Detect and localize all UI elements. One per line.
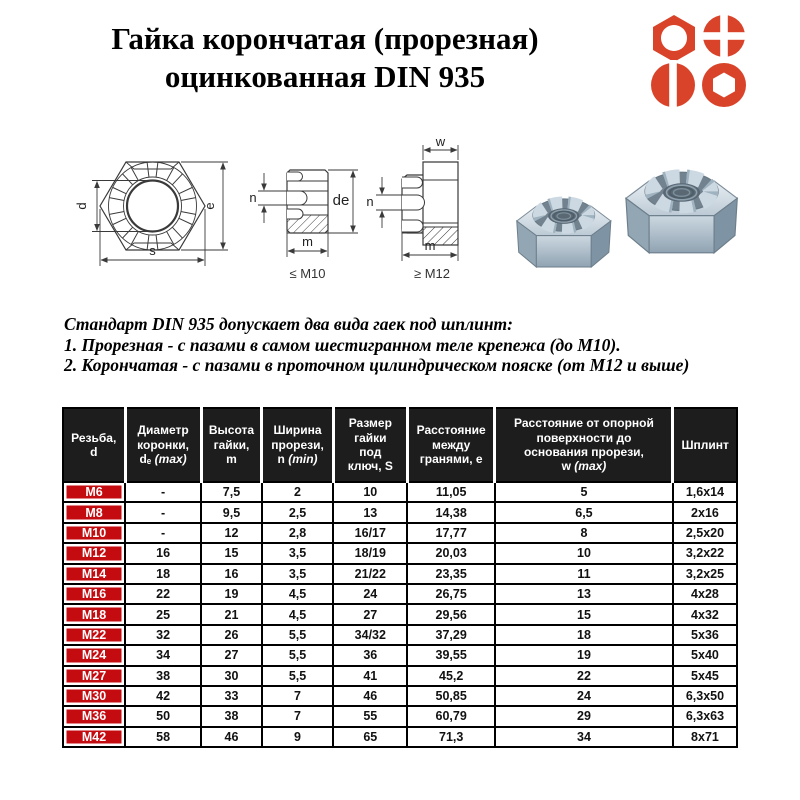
value-cell: 42	[125, 686, 201, 706]
thread-size-cell: М27	[63, 666, 125, 686]
value-cell: 65	[333, 727, 407, 747]
dim-label-m-large: m	[424, 238, 436, 253]
value-cell: 5	[495, 482, 673, 502]
castellation-slots	[109, 162, 195, 249]
column-header: Резьба, d	[63, 408, 125, 482]
value-cell: 8x71	[673, 727, 737, 747]
thread-size-cell: М42	[63, 727, 125, 747]
thread-size-cell: М36	[63, 706, 125, 726]
thread-size-cell: М14	[63, 564, 125, 584]
side-view-small-drawing	[287, 170, 328, 233]
value-cell: 34	[125, 645, 201, 665]
value-cell: 50,85	[407, 686, 495, 706]
table-row	[63, 543, 737, 563]
value-cell: -	[125, 502, 201, 522]
value-cell: 39,55	[407, 645, 495, 665]
table-row	[63, 584, 737, 604]
value-cell: 18	[495, 625, 673, 645]
page-title-line1: Гайка корончатая (прорезная)	[111, 21, 539, 56]
value-cell: 5,5	[262, 666, 333, 686]
thread-size-cell: М24	[63, 645, 125, 665]
value-cell: 32	[125, 625, 201, 645]
value-cell: 20,03	[407, 543, 495, 563]
column-header: Расстояние между гранями, e	[407, 408, 495, 482]
value-cell: 5,5	[262, 625, 333, 645]
value-cell: 4,5	[262, 584, 333, 604]
table-row	[63, 482, 737, 502]
value-cell: 15	[201, 543, 262, 563]
value-cell: 1,6x14	[673, 482, 737, 502]
table-row	[63, 666, 737, 686]
table-row	[63, 686, 737, 706]
value-cell: 26	[201, 625, 262, 645]
value-cell: 2	[262, 482, 333, 502]
value-cell: 6,5	[495, 502, 673, 522]
thread-size-cell: М22	[63, 625, 125, 645]
value-cell: 5x45	[673, 666, 737, 686]
value-cell: 18	[125, 564, 201, 584]
table-row	[63, 706, 737, 726]
value-cell: 15	[495, 604, 673, 624]
column-header: Размер гайки под ключ, S	[333, 408, 407, 482]
intro-line-2: 1. Прорезная - с пазами в самом шестигранном теле крепежа (до М10).	[64, 334, 621, 355]
column-header: Высота гайки, m	[201, 408, 262, 482]
value-cell: 26,75	[407, 584, 495, 604]
value-cell: 24	[333, 584, 407, 604]
table-body	[63, 482, 737, 747]
thread-size-cell: М12	[63, 543, 125, 563]
column-header: Расстояние от опорной поверхности до основания прорези, w (max)	[495, 408, 673, 482]
value-cell: 3,5	[262, 543, 333, 563]
value-cell: 16	[201, 564, 262, 584]
value-cell: 9,5	[201, 502, 262, 522]
intro-line-3: 2. Корончатая - с пазами в проточном цилиндрическом пояске (от М12 и выше)	[64, 355, 690, 375]
value-cell: 46	[201, 727, 262, 747]
fastener-logo-icon	[648, 14, 748, 108]
value-cell: 3,2x25	[673, 564, 737, 584]
caption-large-nut: ≥ М12	[413, 266, 451, 281]
value-cell: 37,29	[407, 625, 495, 645]
value-cell: 4,5	[262, 604, 333, 624]
table-row	[63, 645, 737, 665]
value-cell: 27	[333, 604, 407, 624]
intro-line-1: Стандарт DIN 935 допускает два вида гаек под шплинт:	[64, 314, 514, 334]
value-cell: 13	[495, 584, 673, 604]
dim-label-m-small: m	[302, 234, 313, 249]
value-cell: 3,2x22	[673, 543, 737, 563]
value-cell: 12	[201, 523, 262, 543]
table-row	[63, 502, 737, 522]
value-cell: 2,5x20	[673, 523, 737, 543]
value-cell: 16	[125, 543, 201, 563]
value-cell: 17,77	[407, 523, 495, 543]
table-row	[63, 604, 737, 624]
value-cell: 30	[201, 666, 262, 686]
value-cell: 7	[262, 706, 333, 726]
dim-label-de: de	[332, 192, 350, 209]
value-cell: 22	[125, 584, 201, 604]
value-cell: 10	[495, 543, 673, 563]
value-cell: -	[125, 482, 201, 502]
thread-size-cell: М30	[63, 686, 125, 706]
value-cell: 5,5	[262, 645, 333, 665]
value-cell: 8	[495, 523, 673, 543]
thread-size-cell: М16	[63, 584, 125, 604]
value-cell: 23,35	[407, 564, 495, 584]
thread-size-cell: М10	[63, 523, 125, 543]
din935-technical-drawing	[60, 135, 480, 295]
value-cell: 19	[495, 645, 673, 665]
value-cell: 2,8	[262, 523, 333, 543]
value-cell: 7,5	[201, 482, 262, 502]
value-cell: 34	[495, 727, 673, 747]
value-cell: 60,79	[407, 706, 495, 726]
intro-text	[64, 314, 764, 376]
value-cell: 19	[201, 584, 262, 604]
table-row	[63, 727, 737, 747]
value-cell: 29	[495, 706, 673, 726]
value-cell: 21	[201, 604, 262, 624]
value-cell: 5x40	[673, 645, 737, 665]
din935-spec-table	[62, 407, 738, 748]
value-cell: 14,38	[407, 502, 495, 522]
value-cell: 25	[125, 604, 201, 624]
side-view-large-drawing	[402, 162, 458, 245]
value-cell: 38	[125, 666, 201, 686]
value-cell: 34/32	[333, 625, 407, 645]
thread-size-cell: М8	[63, 502, 125, 522]
table-header-row	[63, 408, 737, 482]
dim-label-w: w	[435, 135, 446, 149]
nut-photo-small	[517, 199, 611, 267]
nut-photo-large	[626, 172, 737, 253]
value-cell: 22	[495, 666, 673, 686]
value-cell: 38	[201, 706, 262, 726]
column-header: Шплинт	[673, 408, 737, 482]
value-cell: 4x28	[673, 584, 737, 604]
value-cell: 46	[333, 686, 407, 706]
thread-size-cell: М6	[63, 482, 125, 502]
table-row	[63, 564, 737, 584]
value-cell: 58	[125, 727, 201, 747]
dim-label-s: s	[149, 243, 156, 258]
value-cell: 6,3x63	[673, 706, 737, 726]
page-header	[25, 20, 625, 96]
castle-nut-photos	[498, 136, 750, 298]
value-cell: 36	[333, 645, 407, 665]
thread-size-cell: М18	[63, 604, 125, 624]
value-cell: 13	[333, 502, 407, 522]
top-view-drawing	[100, 162, 205, 250]
dim-label-e: e	[202, 202, 217, 210]
table-row	[63, 523, 737, 543]
value-cell: 27	[201, 645, 262, 665]
value-cell: 33	[201, 686, 262, 706]
value-cell: 16/17	[333, 523, 407, 543]
page-title-line2: оцинкованная DIN 935	[164, 59, 486, 94]
value-cell: 45,2	[407, 666, 495, 686]
value-cell: 41	[333, 666, 407, 686]
value-cell: 21/22	[333, 564, 407, 584]
dim-label-d: d	[74, 202, 89, 210]
dim-label-n-large: n	[366, 194, 374, 209]
value-cell: 10	[333, 482, 407, 502]
value-cell: 55	[333, 706, 407, 726]
value-cell: 7	[262, 686, 333, 706]
value-cell: 71,3	[407, 727, 495, 747]
hex-nut-icon	[653, 15, 695, 62]
value-cell: 3,5	[262, 564, 333, 584]
value-cell: 24	[495, 686, 673, 706]
value-cell: 9	[262, 727, 333, 747]
value-cell: 50	[125, 706, 201, 726]
value-cell: 2x16	[673, 502, 737, 522]
dim-label-n-small: n	[249, 190, 257, 205]
value-cell: 11,05	[407, 482, 495, 502]
caption-small-nut: ≤ М10	[289, 266, 326, 281]
column-header: Диаметр коронки, dₑ (max)	[125, 408, 201, 482]
value-cell: 2,5	[262, 502, 333, 522]
value-cell: 11	[495, 564, 673, 584]
value-cell: 6,3x50	[673, 686, 737, 706]
value-cell: -	[125, 523, 201, 543]
table-row	[63, 625, 737, 645]
column-header: Ширина прорези, n (min)	[262, 408, 333, 482]
value-cell: 5x36	[673, 625, 737, 645]
value-cell: 29,56	[407, 604, 495, 624]
value-cell: 4x32	[673, 604, 737, 624]
value-cell: 18/19	[333, 543, 407, 563]
